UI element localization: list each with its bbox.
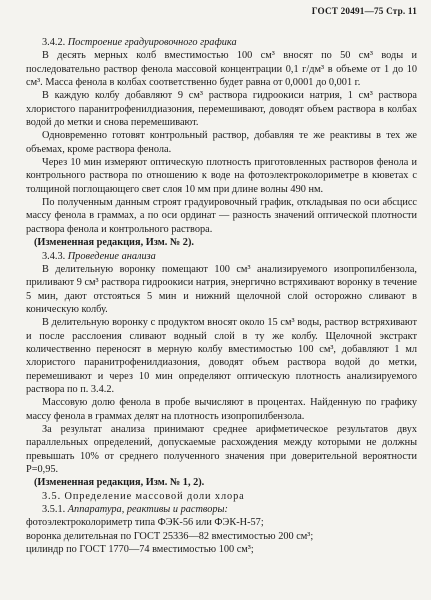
- paragraph-result: За результат анализа принимают среднее арифметическое результатов двух параллельных определений, допускаемые расхождения между которыми не должны превышать 10% от среднего полученного значения при доверительной вероятности P=0,95.: [26, 423, 417, 475]
- paragraph-control-solution: Одновременно готовят контрольный раствор, добавляя те же реактивы в тех же объемах, кроме раствора фенола.: [26, 130, 417, 155]
- section-3-4-3-heading: [26, 250, 417, 263]
- page-header: ГОСТ 20491—75 Стр. 11: [311, 6, 417, 16]
- section-number: 3.4.2.: [42, 37, 66, 48]
- paragraph-phenol-mass-fraction: Массовую долю фенола в пробе вычисляют в процентах. Найденную по графику массу фенола в граммах делят на плотность изопропилбензола.: [26, 397, 417, 422]
- paragraph-build-graph: По полученным данным строят градуировочный график, откладывая по оси абсцисс массу фенола в граммах, а по оси ординат — разность значений оптической плотности раствора фенола и контрольного раствора.: [26, 197, 417, 235]
- section-title: Проведение анализа: [67, 250, 156, 262]
- equipment-item: фотоэлектроколориметр типа ФЭК-56 или ФЭК-Н-57;: [26, 517, 264, 529]
- section-number: 3.4.3.: [42, 250, 66, 262]
- page-content: [26, 36, 417, 556]
- paragraph-add-reagents: В каждую колбу добавляют 9 см³ раствора гидроокиси натрия, 1 см³ раствора хлористого паранитрофенилдиазония, перемешивают, доводят объем раствора в колбах водой до метки и снова перемешивают.: [26, 90, 417, 129]
- paragraph-calibration-solutions: В десять мерных колб вместимостью 100 см³ вносят по 50 см³ воды и последовательно раствор фенола массовой концентрации 0,1 г/дм³ в объеме от 1 до 10 см³. Масса фенола в колбах соответственно будет равна от 0,0001 до 0,001 г.: [26, 50, 417, 89]
- equipment-item: воронка делительная по ГОСТ 25336—82 вместимостью 200 см³;: [26, 530, 314, 542]
- section-title: Построение градуировочного графика: [67, 37, 237, 48]
- paragraph-extraction: В делительную воронку с продуктом вносят около 15 см³ воды, раствор встряхивают и после расслоения сливают водный слой в ту же колбу. Щелочной экстракт количественно переносят в мерную колбу вместимостью 100 см³, добавляют 1 мл хлористого паранитрофенилдиазония, доводят объем раствора водой до метки, перемешивают и через 10 мин определяют оптическую плотность анализируемого раствора по п. 3.4.2.: [26, 317, 417, 395]
- revision-note-2: (Измененная редакция, Изм. № 1, 2).: [34, 477, 205, 489]
- revision-note-1: (Измененная редакция, Изм. № 2).: [34, 237, 194, 249]
- section-title: Аппаратура, реактивы и растворы:: [67, 504, 228, 516]
- section-3-5-heading: 3.5. Определение массовой доли хлора: [42, 490, 245, 502]
- paragraph-separating-funnel: В делительную воронку помещают 100 см³ анализируемого изопропилбензола, приливают 9 см³ раствора гидроокиси натрия, энергично встряхивают воронку в течение 5 мин, дают отстояться 5 мин и нижний щелочной слой осторожно сливают в коническую колбу.: [26, 263, 417, 315]
- section-3-5-1-heading: [26, 503, 417, 516]
- paragraph-measure-density: Через 10 мин измеряют оптическую плотность приготовленных растворов фенола и контрольного раствора по отношению к воде на фотоэлектроколориметре в кюветах с толщиной поглощающего свет слоя 10 мм при длине волны 490 нм.: [26, 157, 417, 195]
- section-3-4-2-heading: [26, 36, 417, 49]
- section-number: 3.5.1.: [42, 504, 66, 516]
- equipment-item: цилиндр по ГОСТ 1770—74 вместимостью 100 см³;: [26, 544, 254, 556]
